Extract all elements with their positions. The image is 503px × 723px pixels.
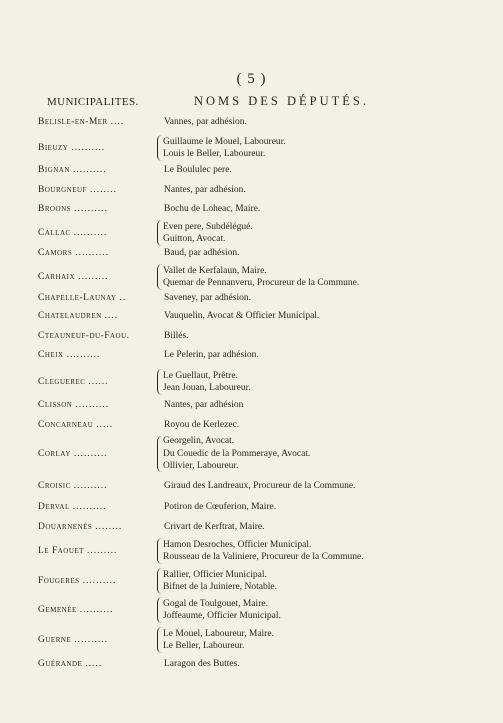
municipality-label: Fougeres xyxy=(38,576,80,586)
deputy-name: Le Beller, Laboureur. xyxy=(163,641,245,651)
brace-icon xyxy=(157,135,162,161)
deputy-names xyxy=(164,199,260,219)
deputy-name: Du Couedic de la Pommeraye, Avocat. xyxy=(163,448,311,459)
deputy-names xyxy=(163,434,310,474)
leader-dots: ...... xyxy=(88,377,109,387)
municipality-label: Cleguerec xyxy=(38,377,86,387)
list-item xyxy=(36,288,476,308)
leader-dots: .......... xyxy=(82,576,117,586)
list-item xyxy=(36,517,476,537)
deputy-name: Bochu de Loheac, Maire. xyxy=(164,203,261,214)
municipality-name xyxy=(38,481,160,491)
municipality-name xyxy=(38,165,160,175)
leader-dots: .......... xyxy=(75,248,109,258)
municipality-label: Bignan xyxy=(38,165,70,175)
municipality-label: Callac xyxy=(38,228,71,238)
municipality-name xyxy=(38,117,160,127)
list-item xyxy=(36,654,476,674)
list-item xyxy=(36,199,476,219)
municipality-name xyxy=(38,293,160,303)
municipality-name xyxy=(38,185,160,195)
municipality-label: Camors xyxy=(38,248,73,258)
municipality-label: Gemenée xyxy=(38,605,77,615)
municipality-name xyxy=(38,420,160,430)
deputy-name: Le Boululec pere. xyxy=(164,164,232,175)
deputy-name: Georgelin, Avocat. xyxy=(163,436,235,447)
deputy-names xyxy=(164,415,239,435)
leader-dots: .......... xyxy=(73,449,108,459)
list-item xyxy=(36,476,476,496)
municipality-name xyxy=(38,350,160,360)
municipality-name xyxy=(38,248,160,258)
deputy-name: Vannes, par adhésion. xyxy=(164,116,247,127)
deputy-names xyxy=(164,112,247,132)
deputy-names xyxy=(163,595,281,625)
municipality-name xyxy=(38,400,160,410)
deputy-name: Giraud des Landreaux, Procureur de la Commune. xyxy=(164,480,356,491)
list-item xyxy=(36,345,476,365)
deputy-name: Nantes, par adhésion xyxy=(164,399,244,410)
deputy-names xyxy=(164,326,189,346)
deputy-names xyxy=(163,566,277,596)
list-item xyxy=(36,434,476,474)
list-item xyxy=(36,160,476,180)
leader-dots: .......... xyxy=(66,350,101,360)
deputy-name: Royou de Kerlezec. xyxy=(164,419,240,430)
municipality-label: Carhaix xyxy=(38,272,76,282)
brace-icon xyxy=(157,597,162,623)
deputy-names xyxy=(164,345,259,365)
municipality-name xyxy=(38,576,160,586)
deputy-name: Guillaume le Mouel, Laboureur. xyxy=(163,136,286,147)
municipality-label: Belisle-en-Mer xyxy=(38,117,108,127)
brace-icon xyxy=(157,627,162,653)
deputy-name: Billés. xyxy=(164,330,189,341)
leader-dots: .. xyxy=(119,293,127,303)
list-item xyxy=(36,595,476,625)
municipality-label: Derval xyxy=(38,502,70,512)
leader-dots: .... xyxy=(104,311,119,321)
list-item xyxy=(36,536,476,566)
deputy-names xyxy=(164,654,240,674)
deputy-names xyxy=(164,243,239,263)
deputy-names xyxy=(164,517,265,537)
leader-dots: ..... xyxy=(96,420,114,430)
deputy-name: Bifnet de la Juiniere, Notable. xyxy=(163,582,277,592)
list-item xyxy=(36,112,476,132)
deputy-names xyxy=(164,288,251,308)
deputy-name: Guitton, Avocat. xyxy=(163,234,226,244)
column-header-municipalities: MUNICIPALITES. xyxy=(47,96,139,108)
deputy-name: Vauquelin, Avocat & Officier Municipal. xyxy=(164,310,320,321)
list-item xyxy=(36,133,476,163)
municipality-name xyxy=(38,449,160,459)
municipality-label: Broons xyxy=(38,204,72,214)
brace-icon xyxy=(157,264,162,290)
municipality-name xyxy=(38,272,160,282)
municipality-label: Cteauneuf-du-Faou. xyxy=(38,331,130,341)
deputy-name: Saveney, par adhésion. xyxy=(164,292,251,303)
deputy-name: Quemar de Pennanveru, Procureur de la Commune. xyxy=(163,278,360,288)
deputy-name: Rousseau de la Valiniere, Procureur de la Commune. xyxy=(163,552,364,562)
deputy-name: Baud, par adhésion. xyxy=(164,247,240,258)
leader-dots: .......... xyxy=(74,204,108,214)
leader-dots: ..... xyxy=(85,659,103,669)
deputy-name: Joffeaume, Officier Municipal. xyxy=(163,611,281,621)
list-item xyxy=(36,395,476,415)
municipality-name xyxy=(38,331,160,341)
deputy-name: Nantes, par adhésion. xyxy=(164,184,246,195)
list-item xyxy=(36,625,476,655)
list-item xyxy=(36,415,476,435)
deputy-names xyxy=(164,476,356,496)
brace-icon xyxy=(157,369,162,395)
municipality-label: Douarnenés xyxy=(38,522,93,532)
leader-dots: .......... xyxy=(74,635,108,645)
deputy-names xyxy=(163,367,251,397)
leader-dots: .......... xyxy=(73,481,108,491)
municipality-name xyxy=(38,311,160,321)
leader-dots: .......... xyxy=(71,143,106,153)
leader-dots: ........ xyxy=(89,185,117,195)
municipality-label: Bieuzy xyxy=(38,143,69,153)
column-header-deputies: NOMS DES DÉPUTÉS. xyxy=(194,94,369,108)
deputy-name: Crivart de Kerftrat, Maire. xyxy=(164,521,265,532)
municipality-label: Guerne xyxy=(38,635,72,645)
municipality-name xyxy=(38,502,160,512)
deputy-name: Laragon des Buttes. xyxy=(164,658,240,669)
list-item xyxy=(36,497,476,517)
municipality-label: Corlay xyxy=(38,449,71,459)
leader-dots: .... xyxy=(110,117,125,127)
deputy-name: Potiron de Cœuferion, Maire. xyxy=(164,501,277,512)
list-item xyxy=(36,566,476,596)
deputy-names xyxy=(163,625,274,655)
deputy-names xyxy=(163,133,286,163)
deputy-name: Louis le Beller, Laboureur. xyxy=(163,149,266,159)
deputy-name: Ollivier, Laboureur. xyxy=(163,461,239,472)
deputy-name: Jean Jouan, Laboureur. xyxy=(163,383,251,393)
brace-icon xyxy=(157,538,162,564)
municipality-name xyxy=(38,659,160,669)
deputy-names xyxy=(164,395,243,415)
deputy-names xyxy=(163,536,364,566)
deputy-name: Vallet de Kerfalaun, Maire. xyxy=(163,265,267,276)
municipality-name xyxy=(38,204,160,214)
deputy-names xyxy=(164,180,246,200)
municipality-name xyxy=(38,377,160,387)
deputy-name: Le Guellaut, Prêtre. xyxy=(163,370,238,381)
municipality-label: Guérande xyxy=(38,659,83,669)
municipality-name xyxy=(38,546,160,556)
leader-dots: .......... xyxy=(73,228,108,238)
municipality-name xyxy=(38,522,160,532)
list-item xyxy=(36,243,476,263)
municipality-label: Concarneau xyxy=(38,420,94,430)
list-item xyxy=(36,180,476,200)
page-number: ( 5 ) xyxy=(236,71,267,87)
municipality-label: Cheix xyxy=(38,350,64,360)
leader-dots: .......... xyxy=(79,605,114,615)
list-item xyxy=(36,367,476,397)
list-item xyxy=(36,326,476,346)
municipality-name xyxy=(38,635,160,645)
deputy-name: Hamon Desroches, Officier Municipal. xyxy=(163,539,312,550)
brace-icon xyxy=(157,436,162,472)
deputy-names xyxy=(164,497,276,517)
leader-dots: ........ xyxy=(95,522,123,532)
leader-dots: .......... xyxy=(75,400,110,410)
list-item xyxy=(36,306,476,326)
municipality-label: Le Faouet xyxy=(38,546,84,556)
municipality-name xyxy=(38,143,160,153)
municipality-label: Chatelaudren xyxy=(38,311,102,321)
deputy-name: Even pere, Subdélégué. xyxy=(163,221,253,232)
municipality-label: Bourgneuf xyxy=(38,185,87,195)
deputy-name: Le Mouel, Laboureur, Maire. xyxy=(163,628,274,639)
municipality-name xyxy=(38,605,160,615)
brace-icon xyxy=(157,568,162,594)
municipality-label: Chapelle-Launay xyxy=(38,293,117,303)
deputy-name: Rallier, Officier Municipal. xyxy=(163,569,267,580)
deputy-names xyxy=(164,160,232,180)
deputy-name: Gogal de Toulgouet, Maire. xyxy=(163,598,268,609)
municipality-label: Croisic xyxy=(38,481,71,491)
leader-dots: .......... xyxy=(72,165,107,175)
leader-dots: .......... xyxy=(72,502,107,512)
leader-dots: ......... xyxy=(78,272,109,282)
leader-dots: ......... xyxy=(86,546,118,556)
municipality-label: Clisson xyxy=(38,400,73,410)
deputy-name: Le Pelerin, par adhésion. xyxy=(164,349,259,360)
municipality-name xyxy=(38,228,160,238)
deputy-names xyxy=(164,306,319,326)
